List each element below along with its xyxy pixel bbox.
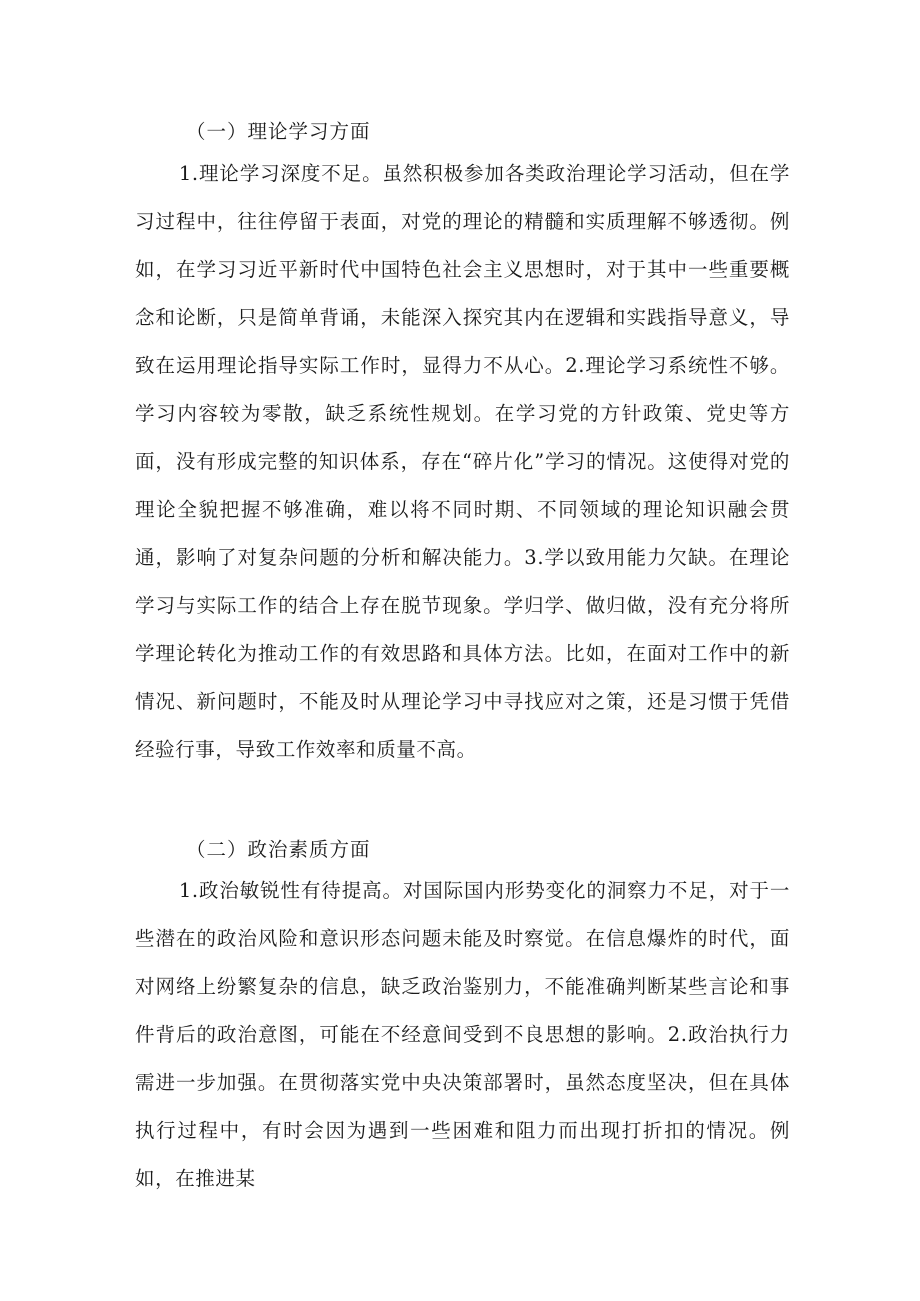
section-heading-political-quality: （二）政治素质方面 (186, 838, 371, 861)
section-heading-theory-study: （一）理论学习方面 (186, 120, 371, 143)
section-paragraph-theory-study: 1.理论学习深度不足。虽然积极参加各类政治理论学习活动，但在学习过程中，往往停留于表面，对党的理论的精髓和实质理解不够透彻。例如，在学习习近平新时代中国特色社会主义思想时，对于其中一些重要概念和论断，只是简单背诵，未能深入探究其内在逻辑和实践指导意义，导致在运用理论指导实际工作时，显得力不从心。2.理论学习系统性不够。学习内容较为零散，缺乏系统性规划。在学习党的方针政策、党史等方面，没有形成完整的知识体系，存在“碎片化”学习的情况。这使得对党的理论全貌把握不够准确，难以将不同时期、不同领域的理论知识融会贯通，影响了对复杂问题的分析和解决能力。3.学以致用能力欠缺。在理论学习与实际工作的结合上存在脱节现象。学归学、做归做，没有充分将所学理论转化为推动工作的有效思路和具体方法。比如，在面对工作中的新情况、新问题时，不能及时从理论学习中寻找应对之策，还是习惯于凭借经验行事，导致工作效率和质量不高。 (135, 162, 790, 761)
section-paragraph-political-quality: 1.政治敏锐性有待提高。对国际国内形势变化的洞察力不足，对于一些潜在的政治风险和意识形态问题未能及时察觉。在信息爆炸的时代，面对网络上纷繁复杂的信息，缺乏政治鉴别力，不能准确判断某些言论和事件背后的政治意图，可能在不经意间受到不良思想的影响。2.政治执行力需进一步加强。在贯彻落实党中央决策部署时，虽然态度坚决，但在具体执行过程中，有时会因为遇到一些困难和阻力而出现打折扣的情况。例如，在推进某 (135, 879, 790, 1190)
